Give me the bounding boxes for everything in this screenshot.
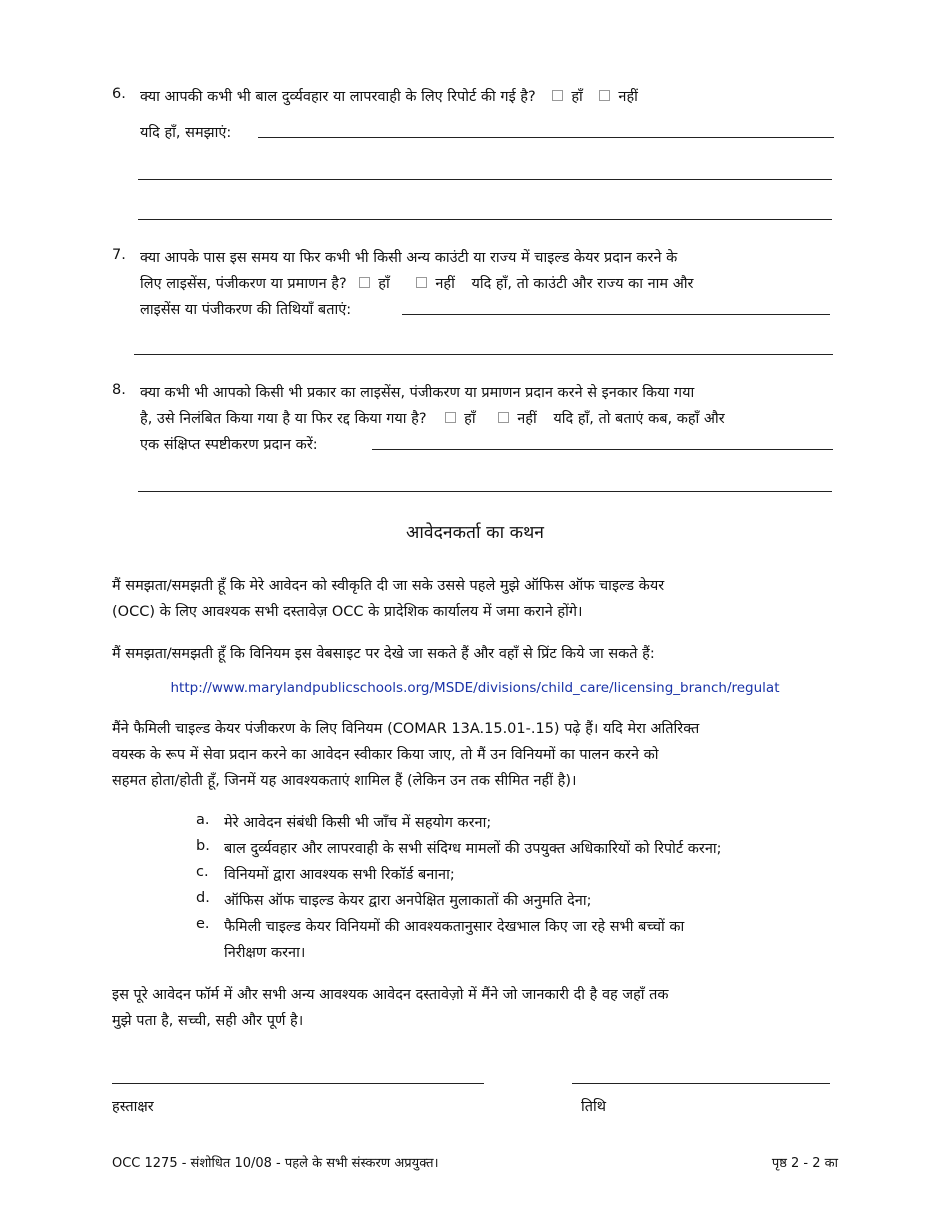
list-item-d-letter: d. <box>196 890 210 906</box>
q7-number: 7. <box>112 247 126 263</box>
list-item-b-letter: b. <box>196 838 210 854</box>
signature-field[interactable] <box>112 1083 484 1084</box>
q7-line2 <box>140 273 693 293</box>
q8-explanation-field[interactable] <box>372 449 833 450</box>
statement-p4-line1: इस पूरे आवेदन फॉर्म में और सभी अन्य आवश्यक आवेदन दस्तावेज़ो में मैंने जो जानकारी दी है वह जहाँ तक <box>112 987 669 1003</box>
list-item-d: ऑफिस ऑफ चाइल्ड केयर द्वारा अनपेक्षित मुलाकातों की अनुमति देना; <box>224 893 592 909</box>
q7-no-label: नहीं <box>435 276 455 292</box>
statement-p4-line2: मुझे पता है, सच्ची, सही और पूर्ण है। <box>112 1013 304 1029</box>
q6-text: क्या आपकी कभी भी बाल दुर्व्यवहार या लापरवाही के लिए रिपोर्ट की गई है? <box>140 89 536 105</box>
footer-form-info: OCC 1275 - संशोधित 10/08 - पहले के सभी संस्करण अप्रयुक्त। <box>112 1156 439 1171</box>
q7-yes-label: हाँ <box>378 276 390 292</box>
list-item-e: फैमिली चाइल्ड केयर विनियमों की आवश्यकतानुसार देखभाल किए जा रहे सभी बच्चों का <box>224 919 685 935</box>
q8-no-label: नहीं <box>517 411 537 427</box>
q6-explain-field[interactable] <box>258 137 834 138</box>
q7-no-checkbox[interactable] <box>416 277 427 288</box>
q6-no-label: नहीं <box>618 89 638 105</box>
q7-line1: क्या आपके पास इस समय या फिर कभी भी किसी अन्य काउंटी या राज्य में चाइल्ड केयर प्रदान करने के <box>140 250 678 266</box>
q7-line3: लाइसेंस या पंजीकरण की तिथियाँ बताएं: <box>140 302 352 318</box>
q6-explain-label: यदि हाँ, समझाएं: <box>140 125 232 141</box>
q8-line3: एक संक्षिप्त स्पष्टीकरण प्रदान करें: <box>140 437 318 453</box>
q8-explanation-field-2[interactable] <box>138 491 832 492</box>
q8-line2-text: है, उसे निलंबित किया गया है या फिर रद्द किया गया है? <box>140 411 427 427</box>
footer-page-info: पृष्ठ 2 - 2 का <box>771 1156 838 1171</box>
q6-explain-field-3[interactable] <box>138 219 832 220</box>
q7-yes-checkbox[interactable] <box>359 277 370 288</box>
regulations-link[interactable]: http://www.marylandpublicschools.org/MSDE/divisions/child_care/licensing_branch/regulat <box>170 680 780 696</box>
q8-yes-label: हाँ <box>464 411 476 427</box>
q8-line1: क्या कभी भी आपको किसी भी प्रकार का लाइसेंस, पंजीकरण या प्रमाणन प्रदान करने से इनकार किया गया <box>140 385 695 401</box>
statement-p2: मैं समझता/समझती हूँ कि विनियम इस वेबसाइट पर देखे जा सकते हैं और वहाँ से प्रिंट किये जा सकते हैं: <box>112 646 655 662</box>
statement-p3-line3: सहमत होता/होती हूँ, जिनमें यह आवश्यकताएं शामिल हैं (लेकिन उन तक सीमित नहीं है)। <box>112 773 577 789</box>
list-item-a: मेरे आवेदन संबंधी किसी भी जाँच में सहयोग करना; <box>224 815 492 831</box>
q8-yes-checkbox[interactable] <box>445 412 456 423</box>
q8-number: 8. <box>112 382 126 398</box>
list-item-c-letter: c. <box>196 864 209 880</box>
list-item-b: बाल दुर्व्यवहार और लापरवाही के सभी संदिग्ध मामलों की उपयुक्त अधिकारियों को रिपोर्ट करना; <box>224 841 722 857</box>
q8-line2-post: यदि हाँ, तो बताएं कब, कहाँ और <box>553 411 725 427</box>
q6-number: 6. <box>112 86 126 102</box>
q8-line2 <box>140 408 725 428</box>
date-field[interactable] <box>572 1083 830 1084</box>
q6-explain-field-2[interactable] <box>138 179 832 180</box>
statement-p3-line2: वयस्क के रूप में सेवा प्रदान करने का आवेदन स्वीकार किया जाए, तो मैं उन विनियमों का पालन करने को <box>112 747 659 763</box>
q6-yes-label: हाँ <box>571 89 583 105</box>
q7-line2-text: लिए लाइसेंस, पंजीकरण या प्रमाणन है? <box>140 276 347 292</box>
statement-p1-line1: मैं समझता/समझती हूँ कि मेरे आवेदन को स्वीकृति दी जा सके उससे पहले मुझे ऑफिस ऑफ चाइल्ड केयर <box>112 578 665 594</box>
list-item-a-letter: a. <box>196 812 210 828</box>
list-item-e-letter: e. <box>196 916 210 932</box>
q7-details-field[interactable] <box>402 314 830 315</box>
statement-title: आवेदनकर्ता का कथन <box>406 523 544 543</box>
list-item-e-continued: निरीक्षण करना। <box>224 945 306 961</box>
statement-p1-line2: (OCC) के लिए आवश्यक सभी दस्तावेज़ OCC के प्रादेशिक कार्यालय में जमा कराने होंगे। <box>112 604 583 620</box>
q7-details-field-2[interactable] <box>134 354 833 355</box>
q6-question <box>140 86 638 106</box>
statement-p3-line1: मैंने फैमिली चाइल्ड केयर पंजीकरण के लिए विनियम (COMAR 13A.15.01-.15) पढ़े हैं। यदि मेरा अतिरिक्त <box>112 721 700 737</box>
q6-no-checkbox[interactable] <box>599 90 610 101</box>
date-label: तिथि <box>581 1099 607 1115</box>
list-item-c: विनियमों द्वारा आवश्यक सभी रिकॉर्ड बनाना; <box>224 867 455 883</box>
signature-label: हस्ताक्षर <box>112 1099 154 1115</box>
q7-line2-post: यदि हाँ, तो काउंटी और राज्य का नाम और <box>471 276 694 292</box>
q8-no-checkbox[interactable] <box>498 412 509 423</box>
q6-yes-checkbox[interactable] <box>552 90 563 101</box>
